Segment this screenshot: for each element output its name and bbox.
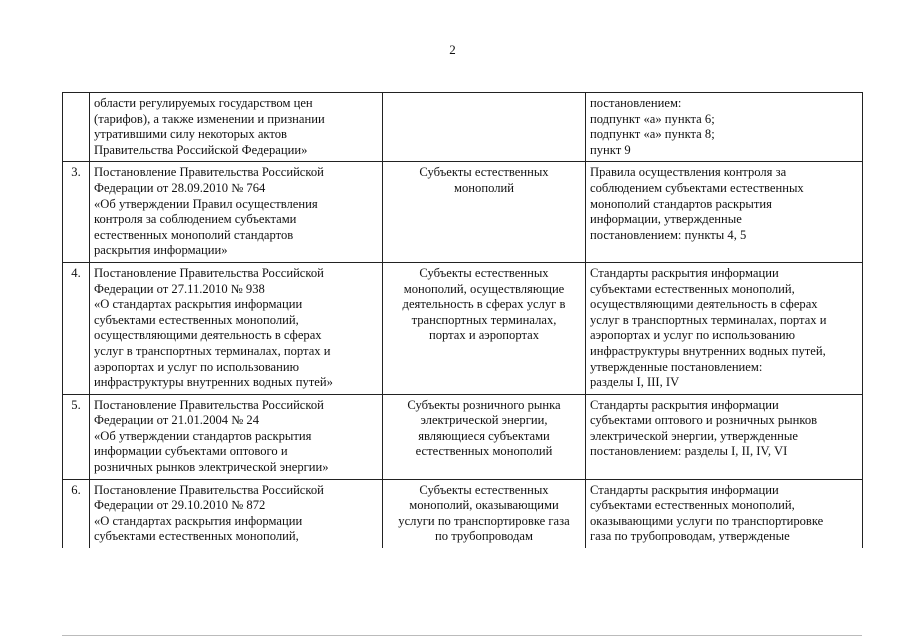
subjects-line: транспортных терминалах, xyxy=(411,312,557,327)
table-body xyxy=(63,93,863,549)
document-line: (тарифов), а также изменении и признании xyxy=(94,111,325,126)
subjects-cell xyxy=(383,262,586,394)
row-number-cell xyxy=(63,394,90,479)
document-line: «Об утверждении Правил осуществления xyxy=(94,196,318,211)
document-line: Правительства Российской Федерации» xyxy=(94,142,308,157)
subjects-line: электрической энергии, xyxy=(420,413,548,428)
requirements-line: газа по трубопроводам, утвержденые xyxy=(590,529,790,544)
document-line: субъектами естественных монополий, xyxy=(94,312,299,327)
document-line: розничных рынков электрической энергии» xyxy=(94,460,329,475)
row-number: 4. xyxy=(71,265,81,280)
requirements-line: инфраструктуры внутренних водных путей, xyxy=(590,343,826,358)
document-line: естественных монополий стандартов xyxy=(94,227,294,242)
requirements-line: Правила осуществления контроля за xyxy=(590,165,787,180)
subjects-cell xyxy=(383,479,586,548)
document-line: области регулируемых государством цен xyxy=(94,96,313,110)
requirements-line: утвержденные постановлением: xyxy=(590,359,763,374)
document-line: контроля за соблюдением субъектами xyxy=(94,212,297,227)
requirements-line: постановлением: пункты 4, 5 xyxy=(590,227,747,242)
document-cell xyxy=(90,479,383,548)
document-cell xyxy=(90,162,383,263)
row-number: 3. xyxy=(71,165,81,180)
subjects-cell xyxy=(383,394,586,479)
requirements-line: Стандарты раскрытия информации xyxy=(590,265,779,280)
document-line: субъектами естественных монополий, xyxy=(94,529,299,544)
document-cell xyxy=(90,394,383,479)
requirements-cell xyxy=(586,262,863,394)
subjects-line: монополий xyxy=(454,180,514,195)
document-line: аэропортах и услуг по использованию xyxy=(94,359,299,374)
legal-acts-table xyxy=(62,92,863,548)
requirements-line: субъектами оптового и розничных рынков xyxy=(590,413,818,428)
subjects-line: Субъекты естественных xyxy=(419,265,549,280)
requirements-line: подпункт «а» пункта 8; xyxy=(590,127,715,142)
requirements-line: субъектами естественных монополий, xyxy=(590,281,795,296)
requirements-line: подпункт «а» пункта 6; xyxy=(590,111,715,126)
subjects-line: портах и аэропортах xyxy=(428,328,540,343)
subjects-line: по трубопроводам xyxy=(435,529,533,544)
document-line: осуществляющими деятельность в сферах xyxy=(94,328,322,343)
document-line: Постановление Правительства Российской xyxy=(94,397,324,412)
requirements-line: Стандарты раскрытия информации xyxy=(590,397,779,412)
subjects-line: деятельность в сферах услуг в xyxy=(402,297,566,312)
document-line: утратившими силу некоторых актов xyxy=(94,127,287,142)
row-number: 6. xyxy=(71,482,81,497)
document-line: Постановление Правительства Российской xyxy=(94,165,324,180)
document-line: Постановление Правительства Российской xyxy=(94,482,324,497)
table-row xyxy=(63,93,863,162)
document-line: Федерации от 27.11.2010 № 938 xyxy=(94,281,265,296)
subjects-line: монополий, осуществляющие xyxy=(403,281,565,296)
subjects-line: естественных монополий xyxy=(415,444,553,459)
subjects-line: Субъекты розничного рынка xyxy=(407,397,561,412)
table-row xyxy=(63,162,863,263)
requirements-line: монополий стандартов раскрытия xyxy=(590,196,772,211)
requirements-line: соблюдением субъектами естественных xyxy=(590,180,804,195)
requirements-line: услуг в транспортных терминалах, портах и xyxy=(590,312,827,327)
document-line: Федерации от 21.01.2004 № 24 xyxy=(94,413,259,428)
requirements-line: Стандарты раскрытия информации xyxy=(590,482,779,497)
requirements-cell xyxy=(586,394,863,479)
row-number-cell xyxy=(63,93,90,162)
requirements-line: разделы I, III, IV xyxy=(590,375,680,390)
document-line: «О стандартах раскрытия информации xyxy=(94,297,303,312)
document-line: «О стандартах раскрытия информации xyxy=(94,513,303,528)
document-cell xyxy=(90,93,383,162)
document-line: услуг в транспортных терминалах, портах и xyxy=(94,343,331,358)
requirements-line: пункт 9 xyxy=(590,142,631,157)
page-number: 2 xyxy=(449,42,456,57)
document-line: Постановление Правительства Российской xyxy=(94,265,324,280)
document-line: «Об утверждении стандартов раскрытия xyxy=(94,428,312,443)
requirements-cell xyxy=(586,162,863,263)
subjects-cell xyxy=(383,93,586,162)
subjects-line: Субъекты естественных xyxy=(419,165,549,180)
requirements-line: аэропортах и услуг по использованию xyxy=(590,328,795,343)
requirements-line: оказывающими услуги по транспортировке xyxy=(590,513,824,528)
document-cell xyxy=(90,262,383,394)
row-number-cell xyxy=(63,479,90,548)
requirements-cell xyxy=(586,93,863,162)
requirements-line: субъектами естественных монополий, xyxy=(590,498,795,513)
requirements-line: информации, утвержденные xyxy=(590,212,742,227)
row-number: 5. xyxy=(71,397,81,412)
requirements-cell xyxy=(586,479,863,548)
row-number-cell xyxy=(63,162,90,263)
document-line: инфраструктуры внутренних водных путей» xyxy=(94,375,333,390)
requirements-line: электрической энергии, утвержденные xyxy=(590,428,798,443)
subjects-cell xyxy=(383,162,586,263)
subjects-line: являющиеся субъектами xyxy=(418,428,550,443)
document-line: информации субъектами оптового и xyxy=(94,444,288,459)
requirements-line: постановлением: разделы I, II, IV, VI xyxy=(590,444,788,459)
bottom-edge-line xyxy=(62,635,862,636)
document-line: раскрытия информации» xyxy=(94,243,228,258)
document-line: Федерации от 29.10.2010 № 872 xyxy=(94,498,266,513)
subjects-line: Субъекты естественных xyxy=(419,482,549,497)
table-row xyxy=(63,479,863,548)
table-row xyxy=(63,262,863,394)
requirements-line: постановлением: xyxy=(590,96,682,110)
row-number-cell xyxy=(63,262,90,394)
subjects-line: монополий, оказывающими xyxy=(409,498,559,513)
subjects-line: услуги по транспортировке газа xyxy=(398,513,570,528)
document-line: Федерации от 28.09.2010 № 764 xyxy=(94,180,266,195)
table-row xyxy=(63,394,863,479)
requirements-line: осуществляющими деятельность в сферах xyxy=(590,297,818,312)
